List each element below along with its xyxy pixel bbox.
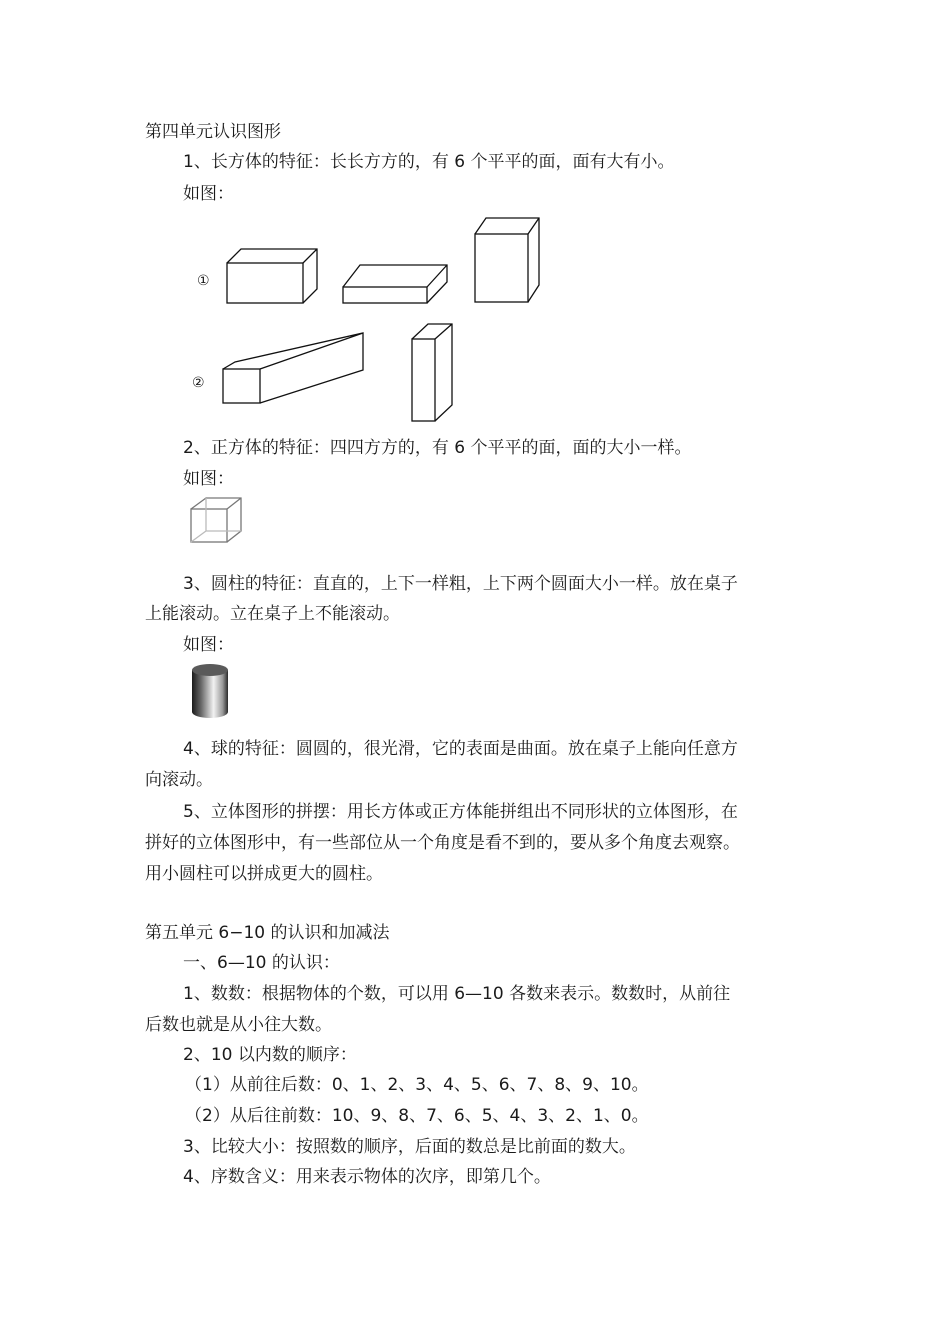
- unit5-item-4: 4、序数含义：用来表示物体的次序，即第几个。: [183, 1167, 551, 1187]
- cuboid-5: [412, 324, 452, 421]
- unit4-item-1: 1、长方体的特征：长长方方的，有 6 个平平的面，面有大有小。: [183, 152, 675, 172]
- unit5-item-1-line2: 后数也就是从小往大数。: [145, 1015, 332, 1035]
- cuboid-1: [227, 249, 317, 303]
- unit4-item-2: 2、正方体的特征：四四方方的，有 6 个平平的面，面的大小一样。: [183, 438, 692, 458]
- unit5-item-3: 3、比较大小：按照数的顺序，后面的数总是比前面的数大。: [183, 1137, 636, 1157]
- figure-caption: 如图：: [183, 469, 234, 489]
- unit4-title: 第四单元认识图形: [145, 122, 281, 142]
- unit4-item-5-line3: 用小圆柱可以拼成更大的圆柱。: [145, 864, 383, 884]
- cylinder-figure: [188, 662, 236, 722]
- unit5-title: 第五单元 6−10 的认识和加减法: [145, 923, 390, 943]
- figure-caption: 如图：: [183, 635, 234, 655]
- unit4-item-4-line2: 向滚动。: [145, 770, 213, 790]
- cuboid-figures-svg: [190, 212, 550, 427]
- cuboid-3: [475, 218, 539, 302]
- unit4-item-5-line2: 拼好的立体图形中，有一些部位从一个角度是看不到的，要从多个角度去观察。: [145, 833, 740, 853]
- cuboid-figures: [190, 212, 550, 427]
- unit4-item-3-line2: 上能滚动。立在桌子上不能滚动。: [145, 604, 400, 624]
- cube-svg: [186, 495, 246, 547]
- unit4-item-5-line1: 5、立体图形的拼摆：用长方体或正方体能拼组出不同形状的立体图形，在: [183, 802, 738, 822]
- unit5-item-2-2: （2）从后往前数：10、9、8、7、6、5、4、3、2、1、0。: [185, 1106, 649, 1126]
- unit5-section-1: 一、6—10 的认识：: [183, 953, 340, 973]
- unit4-item-3-line1: 3、圆柱的特征：直直的，上下一样粗，上下两个圆面大小一样。放在桌子: [183, 574, 738, 594]
- cuboid-4: [223, 333, 363, 403]
- figure-label-1: ①: [197, 273, 210, 289]
- cylinder-svg: [188, 662, 236, 722]
- unit5-item-2-1: （1）从前往后数：0、1、2、3、4、5、6、7、8、9、10。: [185, 1075, 649, 1095]
- unit5-item-2: 2、10 以内数的顺序：: [183, 1045, 357, 1065]
- cuboid-2: [343, 265, 447, 303]
- unit5-item-1-line1: 1、数数：根据物体的个数，可以用 6—10 各数来表示。数数时，从前往: [183, 984, 731, 1004]
- figure-label-2: ②: [192, 375, 205, 391]
- figure-caption: 如图：: [183, 184, 234, 204]
- unit4-item-4-line1: 4、球的特征：圆圆的，很光滑，它的表面是曲面。放在桌子上能向任意方: [183, 739, 738, 759]
- cube-figure: [186, 495, 246, 547]
